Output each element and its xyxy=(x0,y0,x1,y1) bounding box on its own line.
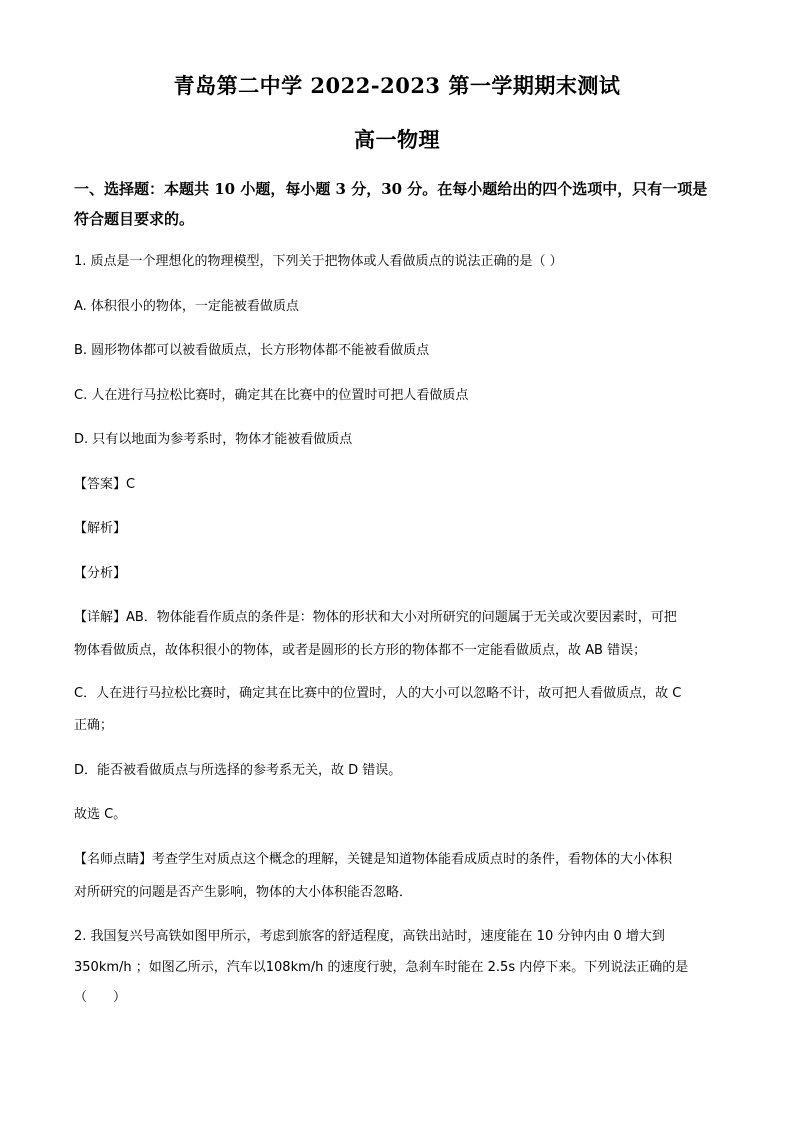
question-2-stem-line-1: 2. 我国复兴号高铁如图甲所示，考虑到旅客的舒适程度，高铁出站时，速度能在 10 分钟内由 0 增大到 xyxy=(74,929,665,944)
question-1-option-d: D. 只有以地面为参考系时，物体才能被看做质点 xyxy=(74,432,353,447)
question-1-stem: 1. 质点是一个理想化的物理模型，下列关于把物体或人看做质点的说法正确的是（ ） xyxy=(74,254,563,269)
question-1-answer: 【答案】C xyxy=(74,477,136,492)
question-2-stem-line-3: （ ） xyxy=(74,990,127,1005)
question-1-option-b: B. 圆形物体都可以被看做质点，长方形物体都不能被看做质点 xyxy=(74,343,430,358)
question-2-stem-line-2: 350km/h ；如图乙所示，汽车以108km/h 的速度行驶，急刹车时能在 2.5s 内停下来。下列说法正确的是 xyxy=(74,960,689,975)
question-1-detail-c-line-2: 正确； xyxy=(74,718,114,733)
exam-title: 青岛第二中学 2022-2023 第一学期期末测试 xyxy=(173,73,621,98)
section-heading xyxy=(74,174,724,234)
question-1-detail-c-line-1: C．人在进行马拉松比赛时，确定其在比赛中的位置时，人的大小可以忽略不计，故可把人看做质点，故 C xyxy=(74,686,682,701)
question-1-analysis-label: 【解析】 xyxy=(74,521,127,536)
question-1-detail-line-1: 【详解】AB．物体能看作质点的条件是：物体的形状和大小对所研究的问题属于无关或次要因素时，可把 xyxy=(74,610,677,625)
question-1-choose: 故选 C。 xyxy=(74,807,127,822)
question-1-tip-line-1: 【名师点睛】考查学生对质点这个概念的理解，关键是知道物体能看成质点时的条件，看物体的大小体积 xyxy=(74,852,673,867)
question-1-option-a: A. 体积很小的物体，一定能被看做质点 xyxy=(74,299,299,314)
exam-subject: 高一物理 xyxy=(354,127,440,152)
section-heading-line-2: 符合题目要求的。 xyxy=(74,210,195,228)
question-1-option-c: C. 人在进行马拉松比赛时，确定其在比赛中的位置时可把人看做质点 xyxy=(74,388,469,403)
question-1-detail-line-2: 物体看做质点，故体积很小的物体，或者是圆形的长方形的物体都不一定能看做质点，故 AB 错误； xyxy=(74,643,647,658)
question-1-fenxi-label: 【分析】 xyxy=(74,566,127,581)
question-1-tip-line-2: 对所研究的问题是否产生影响，物体的大小体积能否忽略． xyxy=(74,885,413,900)
question-1-detail-d: D．能否被看做质点与所选择的参考系无关，故 D 错误。 xyxy=(74,763,402,778)
section-heading-line-1: 一、选择题：本题共 10 小题，每小题 3 分，30 分。在每小题给出的四个选项中，只有一项是 xyxy=(74,180,708,198)
